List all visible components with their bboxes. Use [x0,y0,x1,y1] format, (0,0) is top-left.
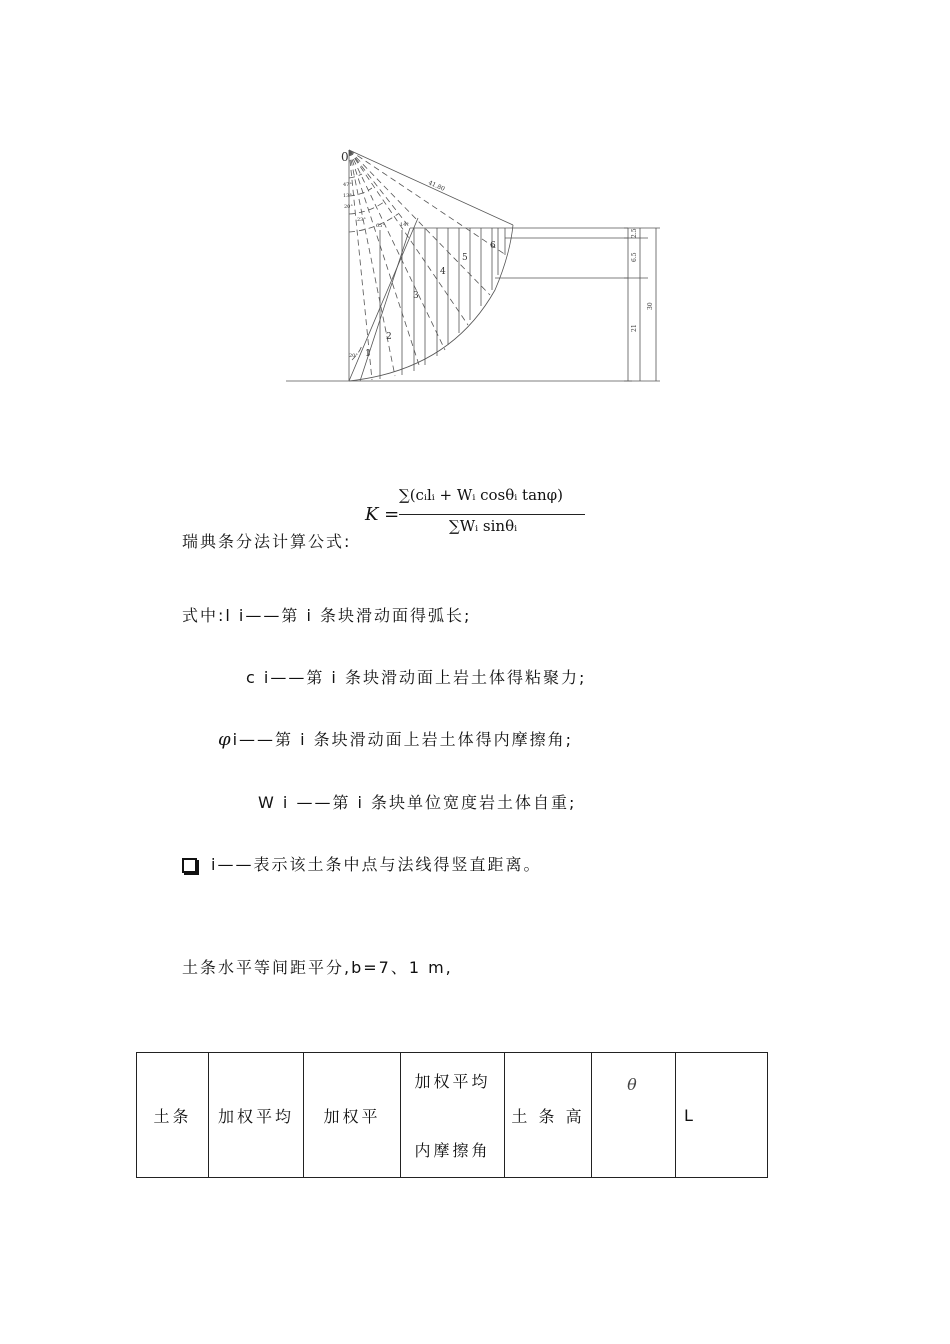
origin-label: 0 [341,150,349,164]
angle-label: 13° [343,193,352,199]
formula-caption: 瑞典条分法计算公式: [182,532,352,551]
header-cell-theta [592,1053,676,1178]
checkbox-icon [182,858,197,873]
definition-phi-text: i——第 i 条块滑动面上岩土体得内摩擦角; [232,730,574,749]
theta-symbol: θ [627,1075,640,1094]
dim-label-6-5: 6.5 [631,252,638,262]
angle-label: 65° [376,223,385,229]
angle-label: 23° [357,217,366,223]
dim-label-21: 21 [631,324,638,332]
header-cell-weighted-avg: 加权平均 [209,1053,304,1178]
definition-ci: c i——第 i 条块滑动面上岩土体得粘聚力; [246,668,587,687]
header-cell-slice-height: 土 条 高 [505,1053,592,1178]
partition-text: 土条水平等间距平分,b=7、1 m, [182,958,453,977]
phi-symbol: φ [218,729,233,750]
header-cell-friction-angle [401,1053,505,1178]
radius-label: 41.80 [427,179,446,193]
slice-label-2: 2 [386,332,392,342]
formula-block [363,484,593,546]
slice-label-3: 3 [413,291,419,301]
table-header-row [137,1053,768,1178]
slice-table [136,1052,768,1178]
slope-stability-diagram [280,140,680,390]
definition-di [182,852,541,875]
dim-label-30: 30 [647,302,654,310]
header-cell-weighted-avg-2: 加权平 [304,1053,401,1178]
slice-label-6: 6 [490,241,496,251]
dim-label-2-5: 2.5 [631,228,638,238]
header-friction-line2: 内摩擦角 [414,1141,491,1160]
angle-label: 47° [343,182,352,188]
definition-phi [218,727,573,750]
slice-label-5: 5 [462,253,468,263]
angle-label: 14° [400,222,409,228]
definition-di-text: i——表示该土条中点与法线得竖直距离。 [211,855,542,874]
formula-lhs: K = [365,504,400,525]
fraction-bar [399,514,585,515]
slice-label-4: 4 [440,267,446,277]
formula-numerator: ∑(cᵢlᵢ + Wᵢ cosθᵢ tanφ) [399,486,564,504]
formula-denominator: ∑Wᵢ sinθᵢ [449,517,518,535]
angle-label: 20° [344,204,353,210]
definition-wi: W i ——第 i 条块单位宽度岩土体自重; [258,793,577,812]
header-friction-line1: 加权平均 [414,1072,491,1091]
angle-label: 20° [349,353,358,359]
slice-label-1: 1 [365,349,371,359]
header-cell-l: L [676,1053,768,1178]
definition-li: 式中:l i——第 i 条块滑动面得弧长; [182,606,472,625]
slip-arc [349,225,513,381]
header-cell-slice: 土条 [137,1053,209,1178]
